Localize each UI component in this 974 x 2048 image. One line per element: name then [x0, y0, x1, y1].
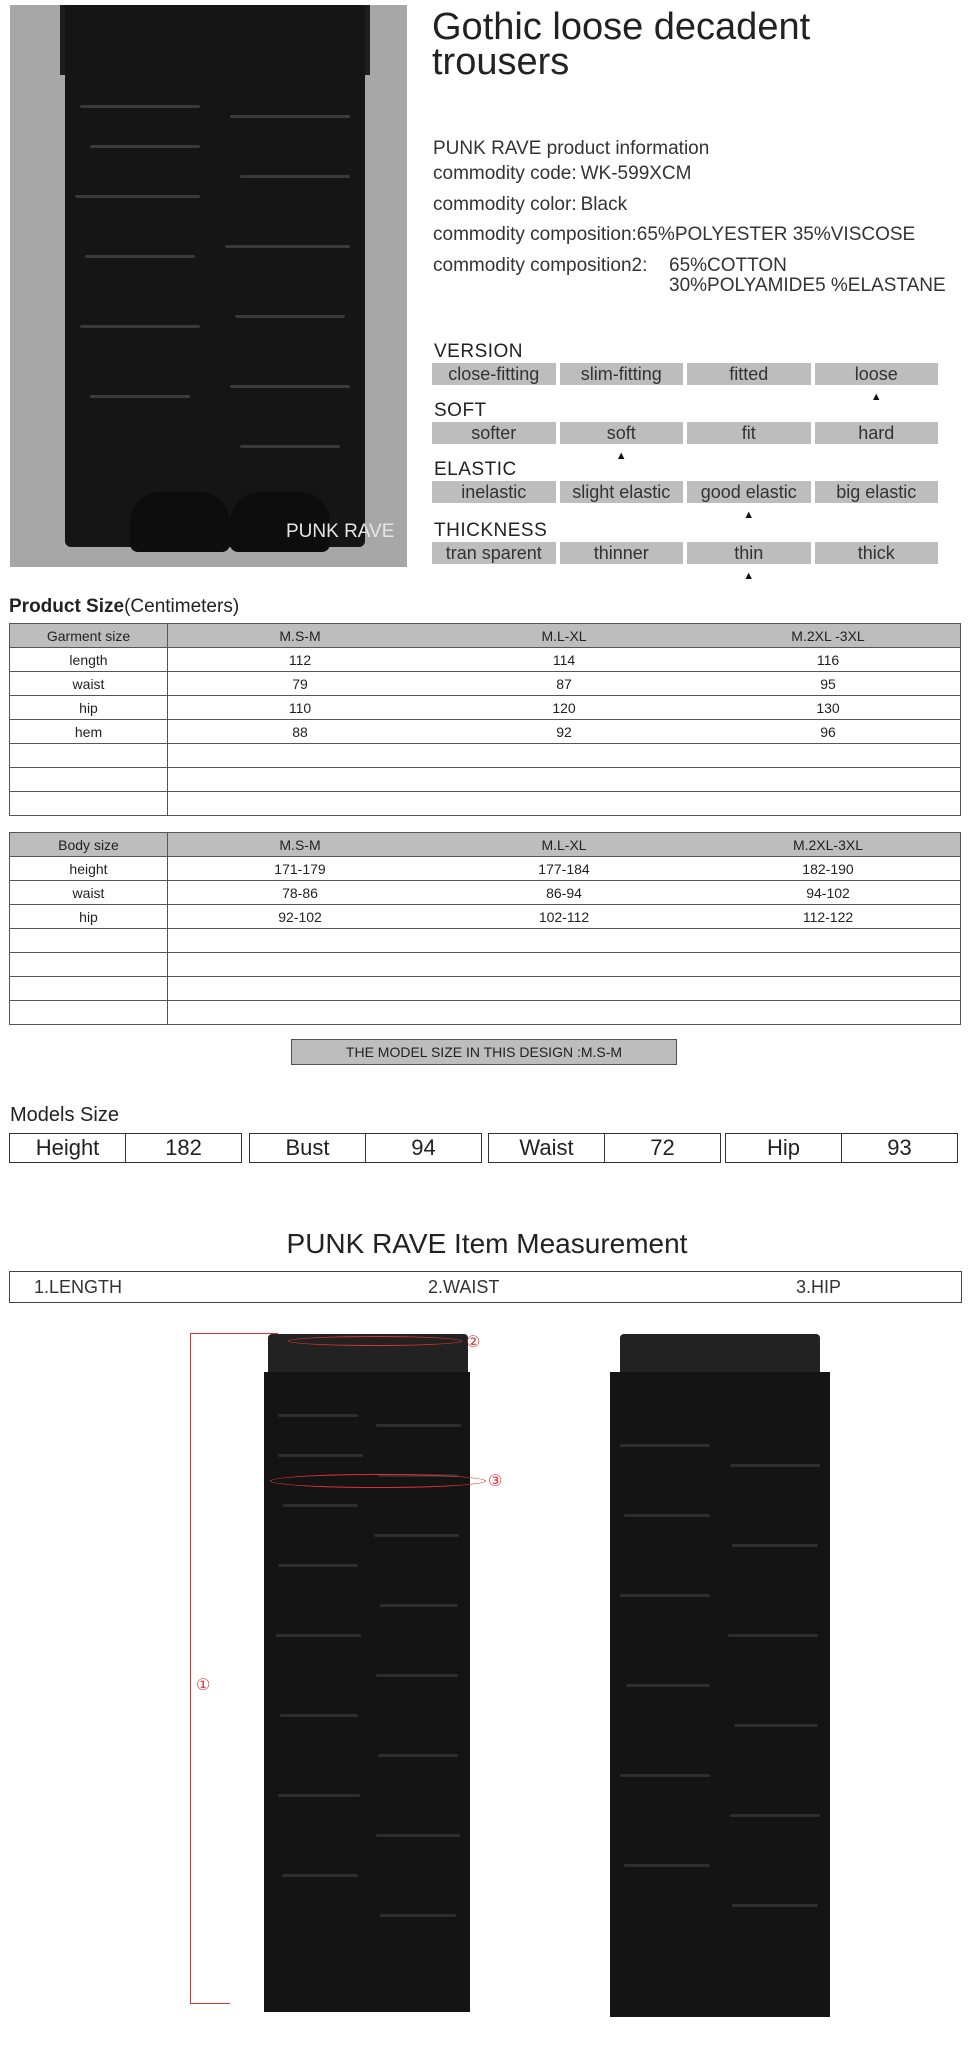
product-photo: [10, 5, 407, 567]
table-row: [10, 857, 961, 881]
table-header-label: Body size: [10, 833, 168, 857]
attr-option: [432, 481, 556, 503]
cell-value: 92: [556, 723, 572, 740]
cell-value: 102-112: [538, 908, 590, 925]
attr-option-label: softer: [471, 423, 517, 443]
front-pants-image: [248, 1334, 498, 2014]
empty-row: [10, 977, 961, 1001]
attr-option-label: big elastic: [836, 482, 917, 502]
measurement-waist: 2.WAIST: [428, 1277, 500, 1297]
marker-3: ③: [488, 1473, 503, 1490]
row-values: [168, 905, 961, 929]
table-header-label: Garment size: [10, 624, 168, 648]
table-header-sizes: [168, 833, 961, 857]
product-size-heading: Product Size(Centimeters): [9, 596, 240, 617]
cell-value: 114: [552, 651, 576, 668]
attr-option: [560, 481, 684, 503]
empty-row: [10, 744, 961, 768]
marker-1: ①: [196, 1677, 211, 1694]
row-label: hem: [10, 720, 168, 744]
model-stat-height: [9, 1133, 242, 1163]
attr-option-label: loose: [854, 364, 898, 384]
model-stat-label: Waist: [519, 1135, 574, 1160]
table-header: [10, 833, 961, 857]
empty-row: [10, 768, 961, 792]
cell-value: 112: [288, 651, 312, 668]
cell-value: 110: [288, 699, 312, 716]
table-row: [10, 672, 961, 696]
row-values: [168, 648, 961, 672]
attr-option: [815, 422, 939, 444]
cell-value: 116: [816, 651, 840, 668]
measurement-title: PUNK RAVE Item Measurement: [286, 1228, 688, 1259]
attr-option-label: thin: [734, 543, 764, 563]
measurement-length: 1.LENGTH: [34, 1277, 123, 1297]
body-size-table: [9, 832, 961, 1025]
cell-value: 171-179: [274, 860, 326, 877]
commodity-composition2-value: 65%COTTON 30%POLYAMIDE5 %ELASTANE: [669, 255, 946, 296]
attr-scale-version: [432, 363, 938, 403]
row-values: [168, 696, 961, 720]
attr-option-label: thick: [857, 543, 895, 563]
garment-size-table: [9, 623, 961, 816]
cell-value: 87: [556, 675, 572, 692]
model-stat-waist: [488, 1133, 721, 1163]
attr-option: [687, 363, 811, 385]
attr-option: [560, 542, 684, 564]
attr-option-label: good elastic: [700, 482, 797, 502]
row-label: length: [10, 648, 168, 672]
size-column-header: M.2XL -3XL: [791, 627, 865, 644]
table-row: [10, 696, 961, 720]
model-stat-label: Bust: [285, 1135, 330, 1160]
table-row: [10, 905, 961, 929]
cell-value: 92-102: [278, 908, 322, 925]
cell-value: 79: [292, 675, 308, 692]
commodity-color: commodity color: Black: [433, 194, 628, 215]
row-label: hip: [10, 905, 168, 929]
attr-title-elastic: ELASTIC: [434, 459, 517, 480]
attr-option: [687, 422, 811, 444]
model-stat-hip: [725, 1133, 958, 1163]
cell-value: 112-122: [802, 908, 854, 925]
attr-option-label: slight elastic: [572, 482, 671, 502]
attr-option: [815, 542, 939, 564]
attr-option-label: thinner: [593, 543, 649, 563]
table-header-sizes: [168, 624, 961, 648]
table-row: [10, 881, 961, 905]
attr-option-label: tran sparent: [445, 543, 542, 563]
selected-marker-icon: ▲: [743, 570, 755, 582]
size-column-header: M.L-XL: [541, 836, 587, 853]
attr-option-label: fitted: [729, 364, 769, 384]
commodity-composition: commodity composition:65%POLYESTER 35%VISCOSE: [433, 224, 916, 245]
empty-row: [10, 1001, 961, 1025]
model-size-note: THE MODEL SIZE IN THIS DESIGN :M.S-M: [291, 1039, 677, 1065]
attr-option: [560, 422, 684, 462]
row-label: waist: [10, 672, 168, 696]
attr-option-label: close-fitting: [448, 364, 540, 384]
length-top-line: [190, 1333, 278, 1334]
size-column-header: M.2XL-3XL: [792, 836, 864, 853]
attr-option-label: hard: [858, 423, 895, 443]
size-column-header: M.S-M: [279, 627, 321, 644]
models-size-heading: Models Size: [10, 1104, 119, 1126]
model-stat-value: 93: [841, 1134, 957, 1162]
model-stat-label: Height: [35, 1135, 100, 1160]
measurement-legend: [9, 1271, 962, 1303]
cell-value: 86-94: [546, 884, 582, 901]
length-line: [190, 1333, 191, 2003]
waist-line: [288, 1336, 462, 1346]
measurement-hip: 3.HIP: [796, 1277, 842, 1297]
attr-scale-elastic: [432, 481, 938, 521]
attr-title-thickness: THICKNESS: [434, 520, 548, 541]
attr-scale-soft: [432, 422, 938, 462]
cell-value: 96: [820, 723, 836, 740]
cell-value: 182-190: [802, 860, 854, 877]
model-stat-value: 182: [125, 1134, 241, 1162]
length-bottom-line: [190, 2003, 230, 2004]
row-label: waist: [10, 881, 168, 905]
attr-option: [560, 363, 684, 385]
attr-option: [687, 542, 811, 582]
empty-row: [10, 953, 961, 977]
attr-option: [815, 363, 939, 403]
size-column-header: M.L-XL: [541, 627, 587, 644]
product-title: Gothic loose decadent trousers: [432, 6, 811, 83]
hip-line: [270, 1474, 486, 1488]
table-row: [10, 648, 961, 672]
attr-title-version: VERSION: [434, 341, 524, 362]
attr-option: [432, 363, 556, 385]
attr-title-soft: SOFT: [434, 400, 487, 421]
row-values: [168, 857, 961, 881]
model-stat-bust: [249, 1133, 482, 1163]
cell-value: 95: [820, 675, 836, 692]
info-heading: PUNK RAVE product information: [433, 138, 710, 159]
attr-option-label: soft: [606, 423, 636, 443]
row-values: [168, 672, 961, 696]
attr-option: [687, 481, 811, 521]
row-label: hip: [10, 696, 168, 720]
cell-value: 120: [552, 699, 576, 716]
empty-row: [10, 792, 961, 816]
table-row: [10, 720, 961, 744]
cell-value: 94-102: [806, 884, 850, 901]
commodity-code: commodity code: WK-599XCM: [433, 163, 692, 184]
attr-option: [432, 422, 556, 444]
model-stat-label: Hip: [766, 1135, 800, 1160]
watermark: PUNK RAVE: [286, 521, 395, 542]
model-stat-value: 94: [365, 1134, 481, 1162]
row-values: [168, 720, 961, 744]
attr-scale-thickness: [432, 542, 938, 582]
cell-value: 130: [816, 699, 840, 716]
attr-option-label: slim-fitting: [580, 364, 662, 384]
size-column-header: M.S-M: [279, 836, 321, 853]
attr-option-label: fit: [741, 423, 756, 443]
cell-value: 177-184: [538, 860, 590, 877]
row-label: height: [10, 857, 168, 881]
model-stat-value: 72: [604, 1134, 720, 1162]
attr-option-label: inelastic: [461, 482, 527, 502]
table-header: [10, 624, 961, 648]
empty-row: [10, 929, 961, 953]
back-pants-image: [600, 1334, 850, 2014]
attr-option: [432, 542, 556, 564]
cell-value: 88: [292, 723, 308, 740]
marker-2: ②: [466, 1334, 481, 1351]
attr-option: [815, 481, 939, 503]
commodity-composition2-label: commodity composition2:: [433, 255, 648, 276]
selected-marker-icon: ▲: [615, 450, 627, 462]
selected-marker-icon: ▲: [870, 391, 882, 403]
cell-value: 78-86: [282, 884, 318, 901]
selected-marker-icon: ▲: [743, 509, 755, 521]
row-values: [168, 881, 961, 905]
